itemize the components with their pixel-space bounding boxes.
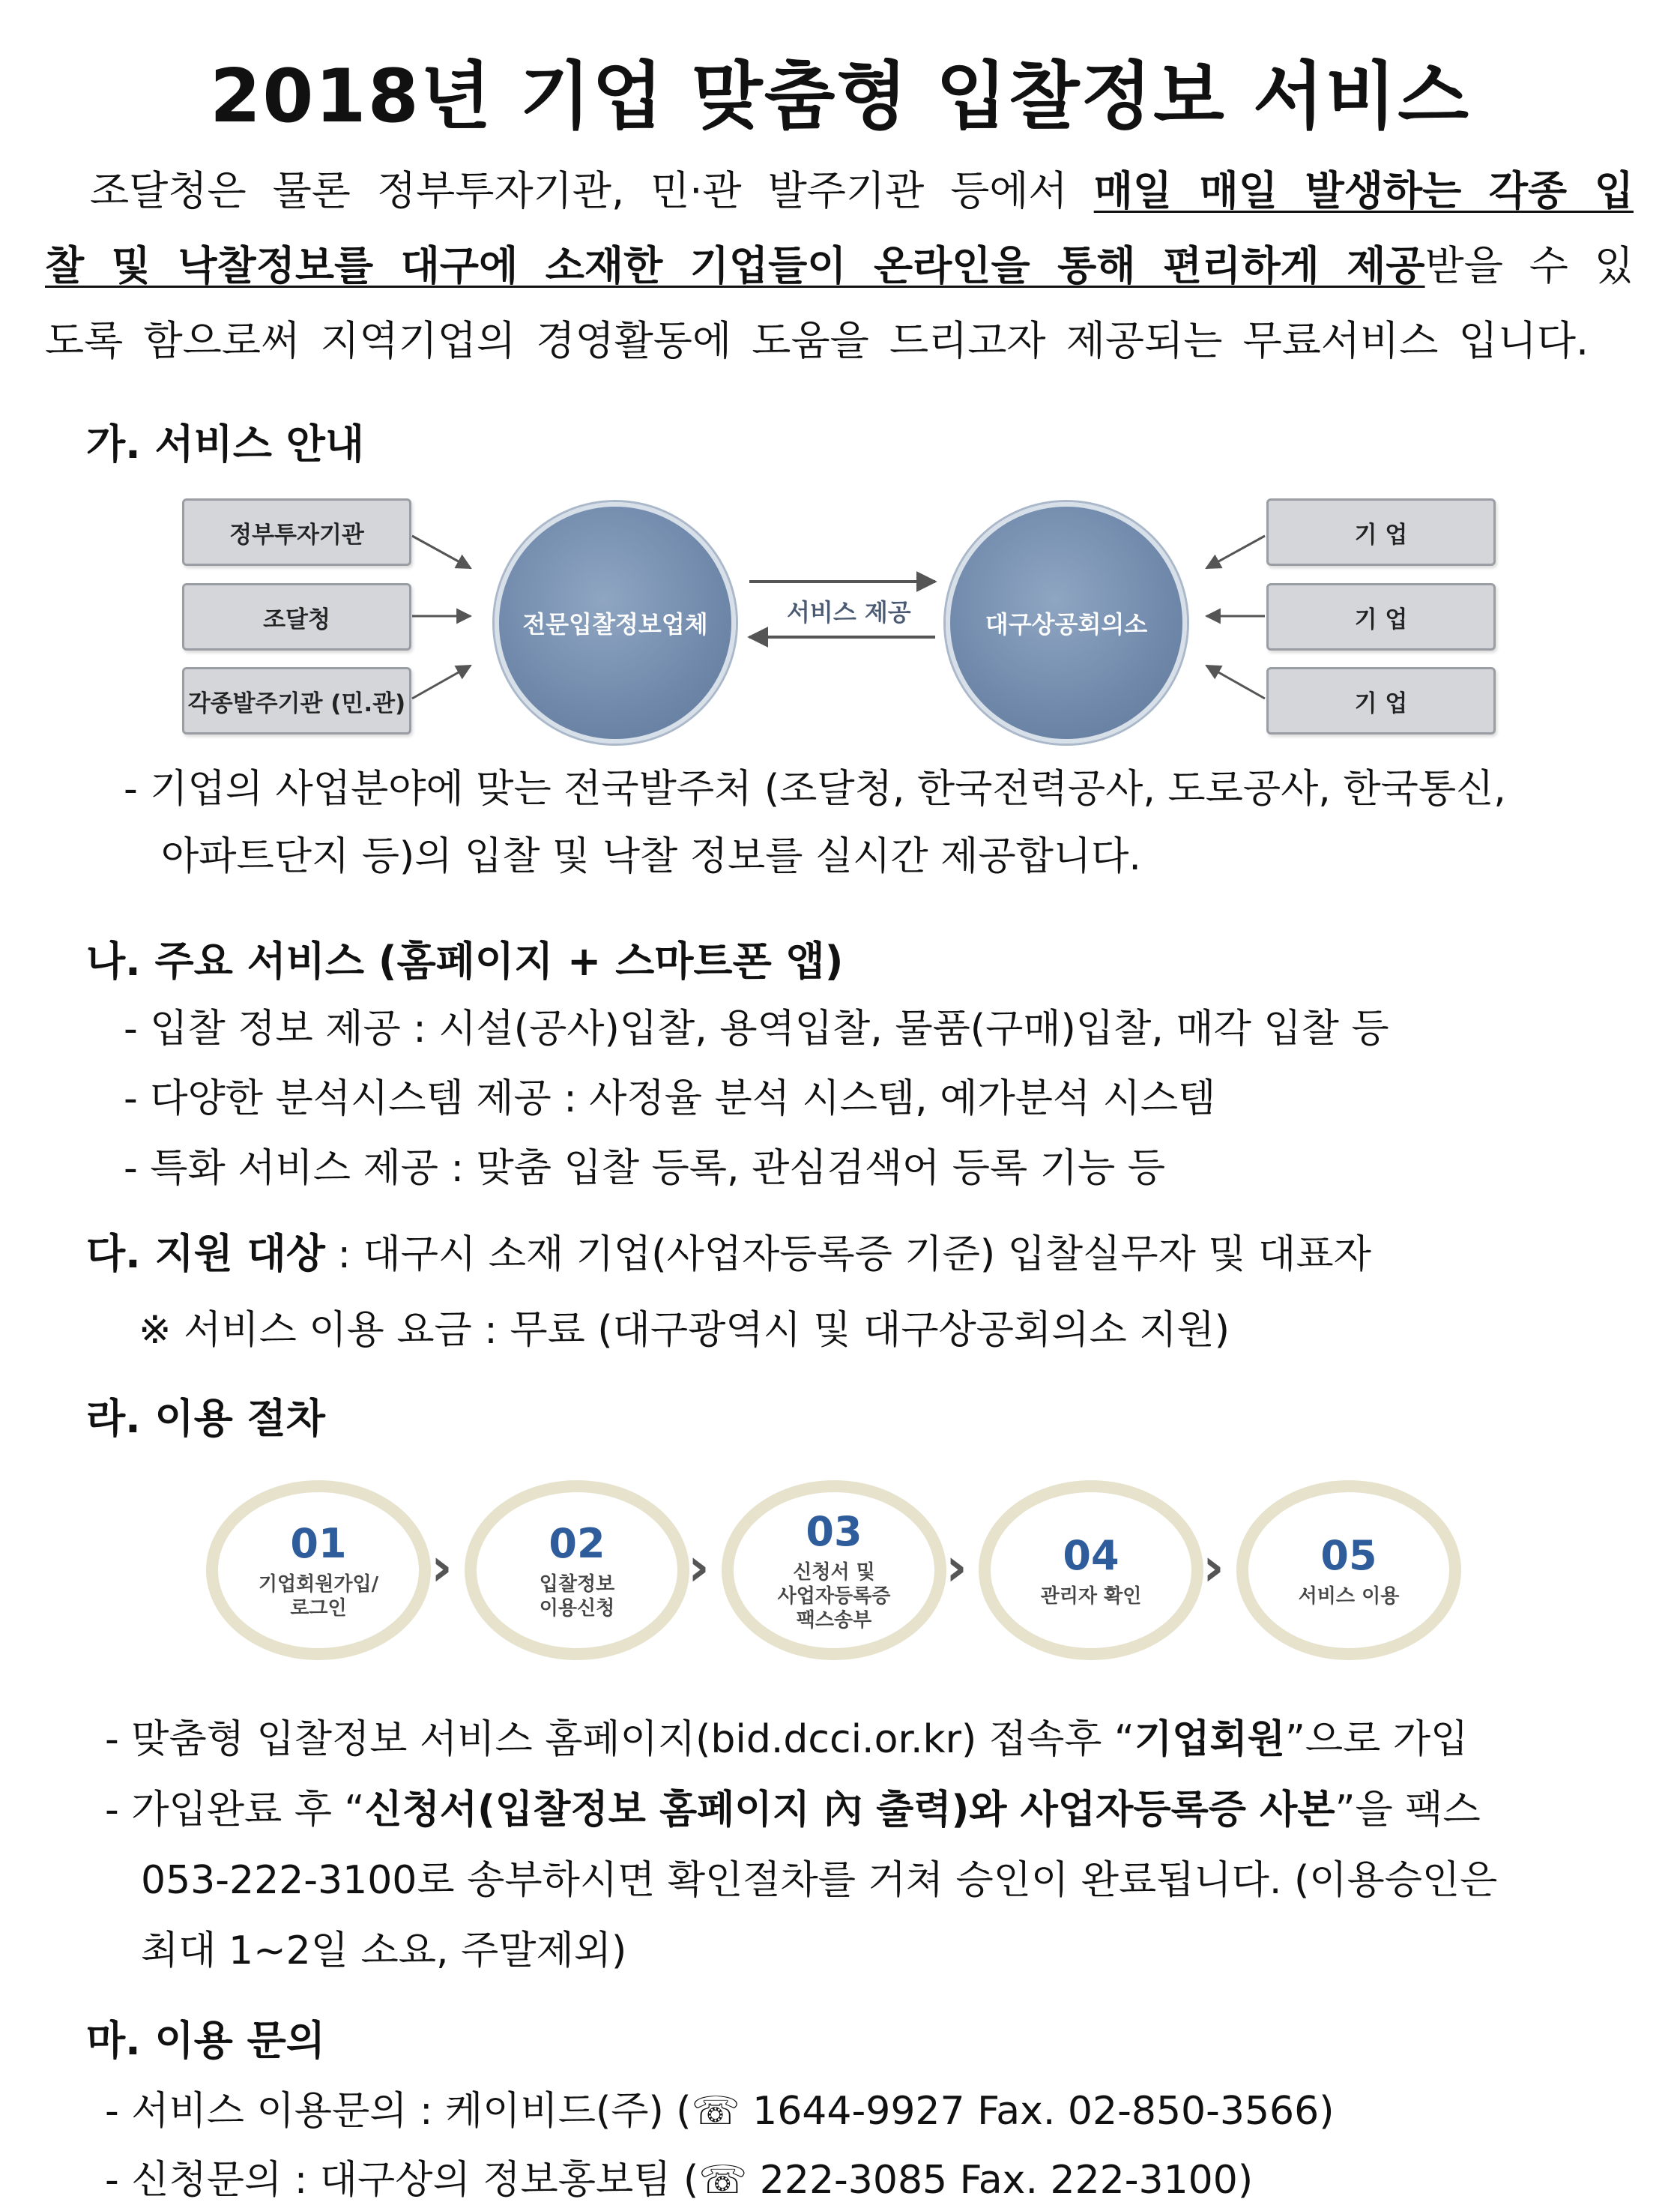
chevron-right-icon: › bbox=[1203, 1536, 1224, 1598]
page-title: 2018년 기업 맞춤형 입찰정보 서비스 bbox=[210, 54, 1470, 139]
intro-highlight: 매일 매일 발생하는 각종 입 bbox=[1093, 167, 1634, 214]
step-number: 01 bbox=[290, 1520, 347, 1567]
text: - 맞춤형 입찰정보 서비스 홈페이지(bid.dcci.or.kr) 접속후 “ bbox=[105, 1717, 1134, 1762]
source-box-agencies: 각종발주기관 (민.관) bbox=[182, 667, 411, 735]
section-b-heading: 나. 주요 서비스 (홈페이지 + 스마트폰 앱) bbox=[86, 938, 844, 985]
step-number: 04 bbox=[1063, 1532, 1120, 1579]
step-number: 03 bbox=[806, 1508, 862, 1555]
step-label: 입찰정보 이용신청 bbox=[539, 1573, 615, 1620]
intro-text: 받을 수 있 bbox=[1424, 242, 1634, 289]
chevron-right-icon: › bbox=[688, 1536, 710, 1598]
section-c-heading: 다. 지원 대상 bbox=[86, 1230, 325, 1277]
chevron-right-icon: › bbox=[431, 1536, 453, 1598]
section-b-item-1: - 입찰 정보 제공 : 시설(공사)입찰, 용역입찰, 물품(구매)입찰, 매각 입찰 등 bbox=[124, 1007, 1389, 1052]
service-diagram bbox=[0, 0, 1680, 749]
text: - 가입완료 후 “ bbox=[105, 1788, 365, 1833]
company-box-3: 기 업 bbox=[1266, 667, 1496, 735]
company-box-1: 기 업 bbox=[1266, 498, 1496, 566]
section-d-heading: 라. 이용 절차 bbox=[86, 1395, 325, 1442]
bold-text: 기업회원 bbox=[1134, 1717, 1285, 1762]
diagram-arrows bbox=[0, 0, 1680, 749]
section-d-line-3: 053-222-3100로 송부하시면 확인절차를 거쳐 승인이 완료됩니다. (이용승인은 bbox=[141, 1858, 1498, 1903]
section-e-item-1: - 서비스 이용문의 : 케이비드(주) (☏ 1644-9927 Fax. 02-850-3566) bbox=[105, 2089, 1335, 2134]
text: ”으로 가입 bbox=[1284, 1717, 1469, 1762]
chevron-right-icon: › bbox=[946, 1536, 967, 1598]
step-label: 기업회원가입/ 로그인 bbox=[258, 1573, 379, 1620]
section-c-line bbox=[86, 1222, 1371, 1279]
step-number: 05 bbox=[1320, 1532, 1377, 1579]
intro-text: 조달청은 물론 정부투자기관, 민·관 발주기관 등에서 bbox=[90, 167, 1094, 214]
step-5 bbox=[1236, 1480, 1461, 1660]
section-c-text: : 대구시 소재 기업(사업자등록증 기준) 입찰실무자 및 대표자 bbox=[324, 1232, 1371, 1277]
step-number: 02 bbox=[549, 1520, 605, 1567]
source-box-procurement: 조달청 bbox=[182, 583, 411, 651]
intro-line-3: 도록 함으로써 지역기업의 경영활동에 도움을 드리고자 제공되는 무료서비스 입니다. bbox=[45, 317, 1589, 364]
section-c-note: ※ 서비스 이용 요금 : 무료 (대구광역시 및 대구상공회의소 지원) bbox=[139, 1308, 1230, 1353]
step-4 bbox=[979, 1480, 1203, 1660]
section-b-item-3: - 특화 서비스 제공 : 맞춤 입찰 등록, 관심검색어 등록 기능 등 bbox=[124, 1146, 1165, 1191]
intro-highlight: 찰 및 낙찰정보를 대구에 소재한 기업들이 온라인을 통해 편리하게 제공 bbox=[45, 242, 1425, 289]
chamber-circle: 대구상공회의소 bbox=[946, 502, 1187, 743]
step-3 bbox=[722, 1480, 946, 1660]
step-label: 신청서 및 사업자등록증 팩스송부 bbox=[777, 1561, 891, 1632]
bid-info-company-circle: 전문입찰정보업체 bbox=[495, 502, 736, 743]
section-b-item-2: - 다양한 분석시스템 제공 : 사정율 분석 시스템, 예가분석 시스템 bbox=[124, 1076, 1216, 1121]
bold-text: 신청서(입찰정보 홈페이지 內 출력)와 사업자등록증 사본 bbox=[364, 1788, 1335, 1833]
section-a-note-1: - 기업의 사업분야에 맞는 전국발주처 (조달청, 한국전력공사, 도로공사, 한국통신, bbox=[124, 767, 1506, 812]
step-label: 관리자 확인 bbox=[1040, 1585, 1142, 1608]
section-e-item-2: - 신청문의 : 대구상의 정보홍보팀 (☏ 222-3085 Fax. 222-3100) bbox=[105, 2158, 1254, 2203]
section-a-note-2: 아파트단지 등)의 입찰 및 낙찰 정보를 실시간 제공합니다. bbox=[161, 834, 1141, 879]
text: ”을 팩스 bbox=[1335, 1788, 1481, 1833]
step-2 bbox=[465, 1480, 689, 1660]
section-d-line-2 bbox=[105, 1778, 1481, 1834]
section-e-heading: 마. 이용 문의 bbox=[86, 2017, 325, 2064]
section-d-line-4: 최대 1~2일 소요, 주말제외) bbox=[141, 1928, 627, 1973]
step-label: 서비스 이용 bbox=[1298, 1585, 1400, 1608]
service-provide-label: 서비스 제공 bbox=[787, 598, 911, 627]
step-1 bbox=[206, 1480, 431, 1660]
company-box-2: 기 업 bbox=[1266, 583, 1496, 651]
section-d-line-1 bbox=[105, 1707, 1468, 1764]
section-a-heading: 가. 서비스 안내 bbox=[86, 420, 365, 468]
source-box-government: 정부투자기관 bbox=[182, 498, 411, 566]
